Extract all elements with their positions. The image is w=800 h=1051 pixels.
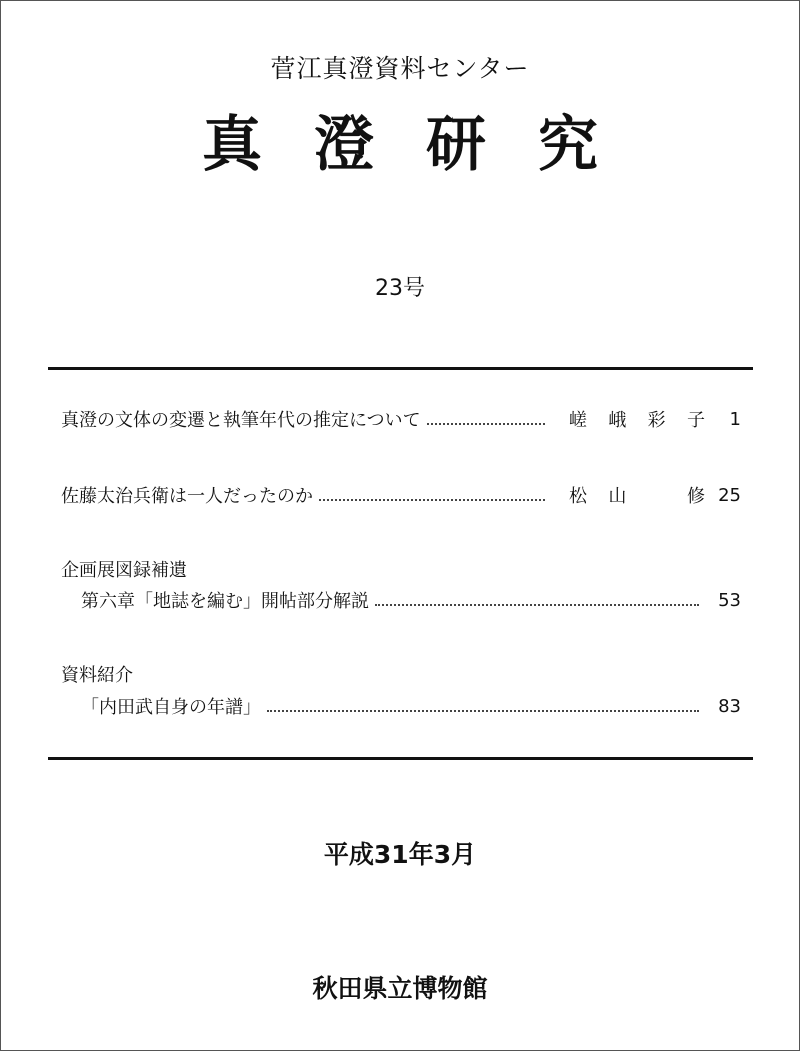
dot-leader (375, 604, 699, 606)
toc-entry-materials-introduction[interactable] (81, 693, 741, 719)
toc-entry-article-2[interactable] (61, 482, 741, 508)
author-char: 嵯 (569, 410, 587, 431)
toc-entry-page: 1 (729, 408, 741, 430)
toc-entry-author (569, 482, 705, 508)
author-char: 峨 (608, 410, 627, 431)
center-name: 菅江真澄資料センター (270, 54, 530, 83)
publication-date: 平成31年3月 (323, 840, 477, 869)
author-char: 山 (608, 486, 627, 507)
author-char: 修 (686, 486, 705, 507)
author-char: 松 (569, 486, 587, 507)
author-char: 彩 (647, 410, 666, 431)
toc-section-heading-materials: 資料紹介 (61, 665, 133, 686)
toc-entry-exhibition-supplement[interactable] (81, 587, 741, 613)
toc-section-heading-exhibition: 企画展図録補遺 (61, 560, 187, 581)
dot-leader (267, 710, 699, 712)
toc-entry-author (569, 406, 705, 432)
toc-entry-page: 53 (718, 589, 741, 611)
dot-leader (319, 499, 545, 501)
toc-entry-title: 真澄の文体の変遷と執筆年代の推定について (61, 410, 421, 431)
toc-bottom-rule (48, 757, 753, 760)
toc-entry-article-1[interactable] (61, 406, 741, 432)
author-char (648, 482, 666, 508)
toc-top-rule (48, 367, 753, 370)
toc-entry-title: 「内田武自身の年譜」 (81, 697, 261, 718)
toc-entry-page: 83 (718, 695, 741, 717)
author-char: 子 (686, 410, 705, 431)
toc-entry-page: 25 (718, 484, 741, 506)
toc-entry-title: 第六章「地誌を編む」開帖部分解説 (81, 591, 369, 612)
publisher-name: 秋田県立博物館 (312, 974, 488, 1003)
issue-number: 23号 (375, 276, 425, 301)
journal-title: 真澄研究 (202, 110, 650, 180)
dot-leader (427, 423, 545, 425)
toc-entry-title: 佐藤太治兵衛は一人だったのか (61, 486, 313, 507)
